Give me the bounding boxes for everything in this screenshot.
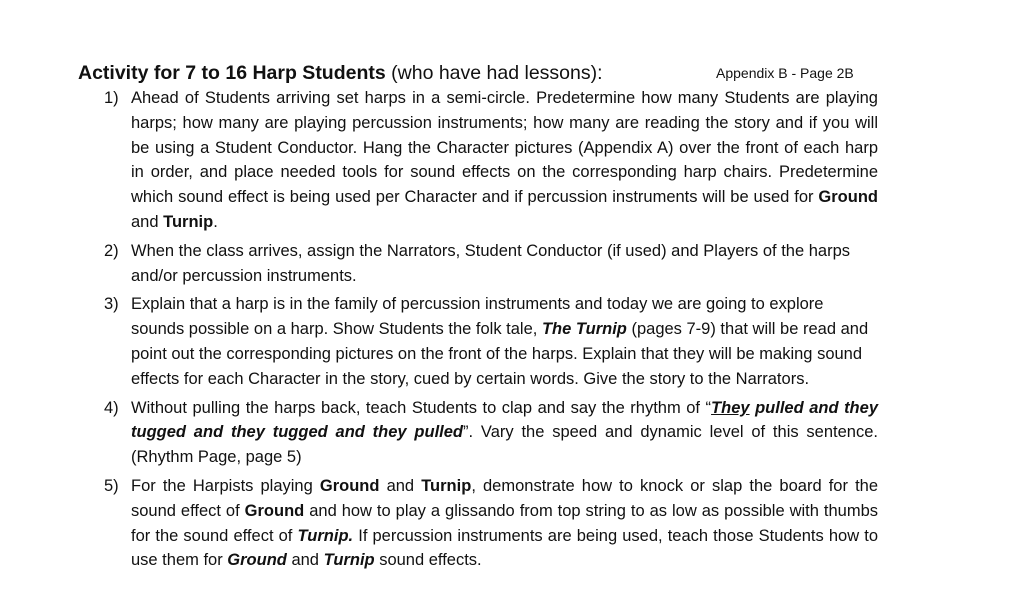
keyword-turnip: Turnip — [163, 212, 214, 231]
list-item — [78, 292, 878, 391]
step-number: 1) — [104, 89, 119, 107]
step-text: , demonstrate how to knock or slap the board for the sound effect of — [131, 476, 879, 520]
document-page — [78, 60, 878, 573]
heading-title: Activity for 7 to 16 Harp Students — [78, 62, 386, 84]
step-text: For the Harpists playing — [131, 476, 320, 495]
keyword-turnip: Turnip. — [297, 526, 354, 545]
keyword-ground: Ground — [227, 551, 287, 570]
keyword-turnip: Turnip — [421, 476, 472, 495]
list-item — [78, 396, 878, 470]
step-text: When the class arrives, assign the Narrators, Student Conductor (if used) and Players of the harps and/or percussion instruments. — [131, 241, 851, 285]
step-text: and — [131, 212, 164, 231]
list-item — [78, 474, 878, 573]
list-item — [78, 86, 878, 235]
step-text: Ahead of Students arriving set harps in a semi-circle. Predetermine how many Students are playing harps; how many are playing percussion instruments; how many are reading the story and if you will be using a Student Conductor. Hang the Character pictures (Appendix A) over the front of each harp in order, and place needed tools for sound effects on the corresponding harp chairs. Predetermine which sound effect is being used per Character and if percussion instruments will be used for — [131, 89, 878, 207]
step-text: and how to play a glissando from top string to as low as possible with thumbs for the sound effect of — [131, 501, 879, 545]
appendix-reference: Appendix B - Page 2B — [716, 65, 854, 81]
step-text: ”. Vary the speed and dynamic level of this sentence. (Rhythm Page, page 5) — [131, 423, 878, 467]
keyword-turnip: Turnip — [323, 551, 375, 570]
step-text: (pages 7-9) that will be read and point out the corresponding pictures on the front of the harps. Explain that they will be making sound effects for each Character in the story, cued by certain words. Give the story to the Narrators. — [131, 320, 869, 388]
step-text: and — [286, 551, 324, 570]
step-text: . — [213, 212, 218, 231]
heading-subtitle: (who have had lessons): — [385, 62, 603, 84]
list-item — [78, 239, 878, 289]
steps-list — [78, 86, 878, 573]
keyword-ground: Ground — [319, 476, 380, 495]
step-text: If percussion instruments are being used, teach those Students how to use them for — [131, 526, 879, 570]
rhythm-phrase-underlined: They — [711, 398, 750, 417]
step-text: Explain that a harp is in the family of percussion instruments and today we are going to explore sounds possible on a harp. Show Students the folk tale, — [131, 295, 824, 339]
keyword-ground: Ground — [244, 501, 305, 520]
story-title: The Turnip — [541, 320, 627, 339]
keyword-ground: Ground — [818, 188, 878, 207]
step-number: 3) — [104, 295, 119, 314]
step-number: 4) — [104, 398, 119, 417]
rhythm-phrase: pulled and they tugged and they tugged and they pulled — [131, 398, 878, 442]
step-text: Without pulling the harps back, teach Students to clap and say the rhythm of “ — [131, 398, 712, 417]
step-text: sound effects. — [374, 551, 482, 570]
activity-heading — [78, 60, 878, 86]
step-number: 2) — [104, 241, 119, 260]
step-number: 5) — [104, 476, 119, 495]
step-text: and — [379, 476, 422, 495]
